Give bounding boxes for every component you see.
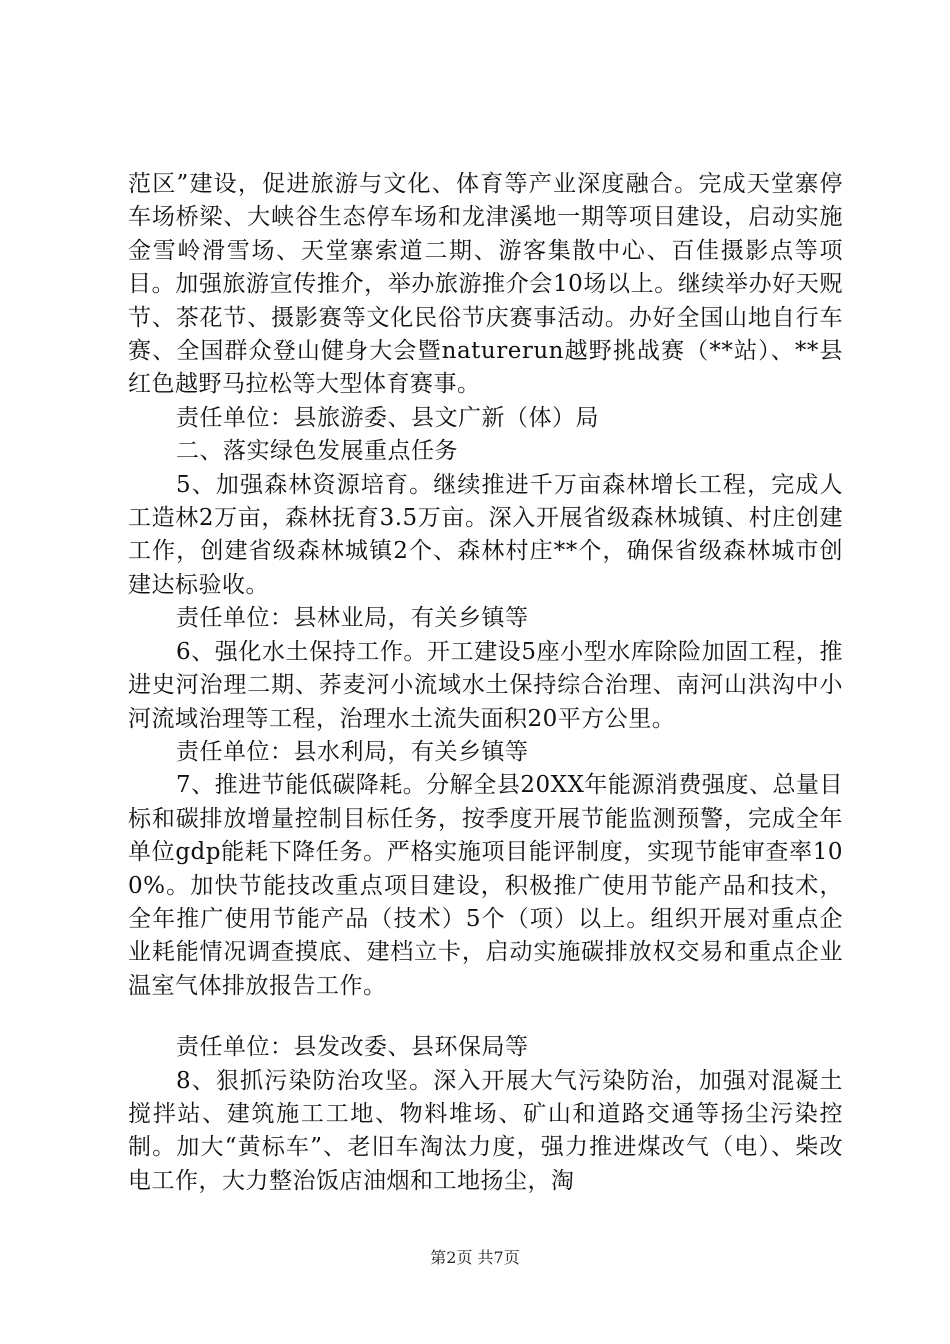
section-heading-green-development: 二、落实绿色发展重点任务	[176, 438, 458, 465]
page-number-footer: 第2页 共7页	[430, 1248, 520, 1267]
paragraph-gap	[128, 1003, 843, 1031]
paragraph-energy-saving: 7、推进节能低碳降耗。分解全县20XX年能源消费强度、总量目标和碳排放增量控制目标任务，按季度开展节能监测预警，完成全年单位gdp能耗下降任务。严格实施项目能评制度，实现节能审查率100%。加快节能技改重点项目建设，积极推广使用节能产品和技术，全年推广使用节能产品（技术）5个（项）以上。组织开展对重点企业耗能情况调查摸底、建档立卡，启动实施碳排放权交易和重点企业温室气体排放报告工作。	[128, 772, 843, 999]
paragraph-responsible-energy: 责任单位：县发改委、县环保局等	[176, 1034, 529, 1061]
paragraph-responsible-tourism: 责任单位：县旅游委、县文广新（体）局	[176, 404, 599, 431]
document-body	[128, 168, 843, 1198]
paragraph-responsible-water: 责任单位：县水利局，有关乡镇等	[176, 738, 529, 765]
paragraph-tourism: 范区”建设，促进旅游与文化、体育等产业深度融合。完成天堂寨停车场桥梁、大峡谷生态停车场和龙津溪地一期等项目建设，启动实施金雪岭滑雪场、天堂寨索道二期、游客集散中心、百佳摄影点等项目。加强旅游宣传推介，举办旅游推介会10场以上。继续举办好天贶节、茶花节、摄影赛等文化民俗节庆赛事活动。办好全国山地自行车赛、全国群众登山健身大会暨naturerun越野挑战赛（**站）、**县红色越野马拉松等大型体育赛事。	[128, 171, 843, 398]
paragraph-pollution-control: 8、狠抓污染防治攻坚。深入开展大气污染防治，加强对混凝土搅拌站、建筑施工工地、物料堆场、矿山和道路交通等扬尘污染控制。加大“黄标车”、老旧车淘汰力度，强力推进煤改气（电）、柴改电工作，大力整治饭店油烟和工地扬尘，淘	[128, 1067, 843, 1194]
paragraph-responsible-forestry: 责任单位：县林业局，有关乡镇等	[176, 605, 529, 632]
paragraph-water-soil: 6、强化水土保持工作。开工建设5座小型水库除险加固工程，推进史河治理二期、荞麦河小流域水土保持综合治理、南河山洪沟中小河流域治理等工程，治理水土流失面积20平方公里。	[128, 638, 843, 732]
paragraph-forest-resources: 5、加强森林资源培育。继续推进千万亩森林增长工程，完成人工造林2万亩，森林抚育3.5万亩。深入开展省级森林城镇、村庄创建工作，创建省级森林城镇2个、森林村庄**个，确保省级森林城市创建达标验收。	[128, 471, 843, 598]
